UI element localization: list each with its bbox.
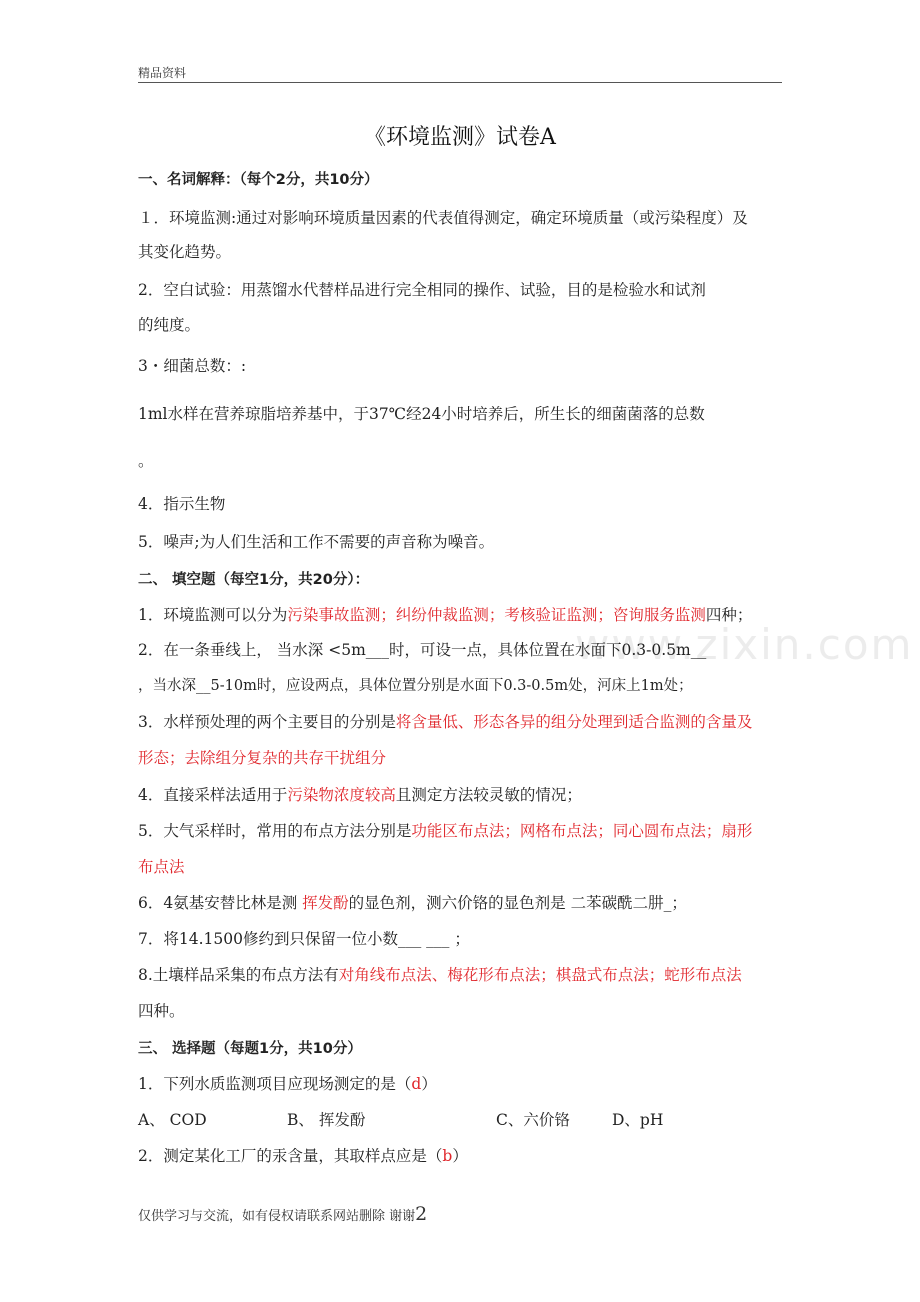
- exam-title: 《环境监测》试卷A: [364, 125, 556, 150]
- s2-q4: [138, 783, 582, 805]
- s2-q7: 7．将14.1500修约到只保留一位小数___ ___ ；: [138, 930, 470, 948]
- s1-q5: 5．噪声;为人们生活和工作不需要的声音称为噪音。: [138, 533, 495, 551]
- s2-q1-suffix: 四种；: [705, 606, 753, 624]
- section2-heading: 二、 填空题（每空1分，共20分）：: [138, 572, 370, 588]
- s2-q5-prefix: 5．大气采样时，常用的布点方法分别是: [138, 822, 412, 840]
- s2-q3-answer-part1: 将含量低、形态各异的组分处理到适合监测的含量及: [395, 713, 753, 731]
- s2-q2-line1: 2．在一条垂线上， 当水深 <5m___时，可设一点，具体位置在水面下0.3-0.5m__: [138, 641, 707, 659]
- s2-q1-answer: 污染事故监测；纠纷仲裁监测；考核验证监测；咨询服务监测: [287, 606, 706, 624]
- s2-q3-line1: [138, 710, 752, 732]
- s2-q5-answer-part2: 布点法: [138, 858, 185, 876]
- s3-q1-option-a: A、 COD: [138, 1111, 207, 1129]
- s2-q8-answer: 对角线布点法、梅花形布点法；棋盘式布点法；蛇形布点法: [338, 966, 742, 984]
- s2-q8-line2: 四种。: [138, 1002, 185, 1020]
- s1-q2-line2: 的纯度。: [138, 316, 201, 334]
- s1-q4: 4．指示生物: [138, 495, 226, 513]
- header-divider: [138, 82, 782, 83]
- s3-q1-option-b: B、 挥发酚: [287, 1111, 366, 1129]
- page-footer: [138, 1203, 427, 1225]
- s2-q6-suffix: 的显色剂，测六价铬的显色剂是 二苯碳酰二肼_；: [348, 894, 687, 912]
- s2-q6: [138, 891, 687, 913]
- s3-q2-suffix: ）: [452, 1147, 468, 1165]
- s3-q1-answer: d: [411, 1075, 422, 1093]
- s3-q2: [138, 1144, 468, 1166]
- s2-q4-suffix: 且测定方法较灵敏的情况；: [395, 786, 582, 804]
- s1-q3-line3: 。: [138, 452, 154, 470]
- s2-q3-answer-part2: 形态；去除组分复杂的共存干扰组分: [138, 749, 387, 767]
- footer-text: 仅供学习与交流，如有侵权请联系网站删除 谢谢: [138, 1209, 416, 1224]
- s2-q4-answer: 污染物浓度较高: [287, 786, 396, 804]
- s3-q1: [138, 1072, 437, 1094]
- s3-q1-suffix: ）: [421, 1075, 437, 1093]
- s3-q2-answer: b: [442, 1147, 453, 1165]
- s3-q1-option-d: D、pH: [612, 1111, 664, 1129]
- s1-q3-line2: 1ml水样在营养琼脂培养基中，于37℃经24小时培养后，所生长的细菌菌落的总数: [138, 405, 705, 423]
- section1-heading: 一、名词解释：（每个2分，共10分）: [138, 172, 379, 188]
- s2-q6-answer: 挥发酚: [302, 894, 349, 912]
- s2-q2-line2: ，当水深__5-10m时，应设两点，具体位置分别是水面下0.3-0.5m处，河床上1m处；: [138, 678, 693, 694]
- s3-q1-option-c: C、六价铬: [496, 1111, 570, 1129]
- s1-q3-line1: 3・细菌总数：:: [138, 357, 247, 375]
- s2-q3-prefix: 3．水样预处理的两个主要目的分别是: [138, 713, 396, 731]
- page-header: 精品资料: [138, 66, 187, 80]
- watermark: www.zixin.com: [575, 620, 914, 669]
- s2-q1-prefix: 1．环境监测可以分为: [138, 606, 288, 624]
- s1-q2-line1: 2．空白试验：用蒸馏水代替样品进行完全相同的操作、试验，目的是检验水和试剂: [138, 281, 706, 299]
- section3-heading: 三、 选择题（每题1分，共10分）: [138, 1041, 362, 1057]
- s1-q1-line2: 其变化趋势。: [138, 243, 232, 261]
- page-number: 2: [415, 1203, 428, 1225]
- s2-q4-prefix: 4．直接采样法适用于: [138, 786, 288, 804]
- s3-q1-prefix: 1．下列水质监测项目应现场测定的是（: [138, 1075, 412, 1093]
- s2-q5-line1: [138, 819, 752, 841]
- s3-q2-prefix: 2．测定某化工厂的汞含量，其取样点应是（: [138, 1147, 443, 1165]
- s2-q6-prefix: 6．4氨基安替比林是测: [138, 894, 303, 912]
- s2-q5-answer-part1: 功能区布点法；网格布点法；同心圆布点法；扇形: [411, 822, 753, 840]
- s2-q1: [138, 603, 752, 625]
- s2-q8-line1: [138, 963, 742, 985]
- s2-q8-prefix: 8.土壤样品采集的布点方法有: [138, 966, 339, 984]
- s1-q1-line1: １．环境监测:通过对影响环境质量因素的代表值得测定，确定环境质量（或污染程度）及: [138, 209, 748, 227]
